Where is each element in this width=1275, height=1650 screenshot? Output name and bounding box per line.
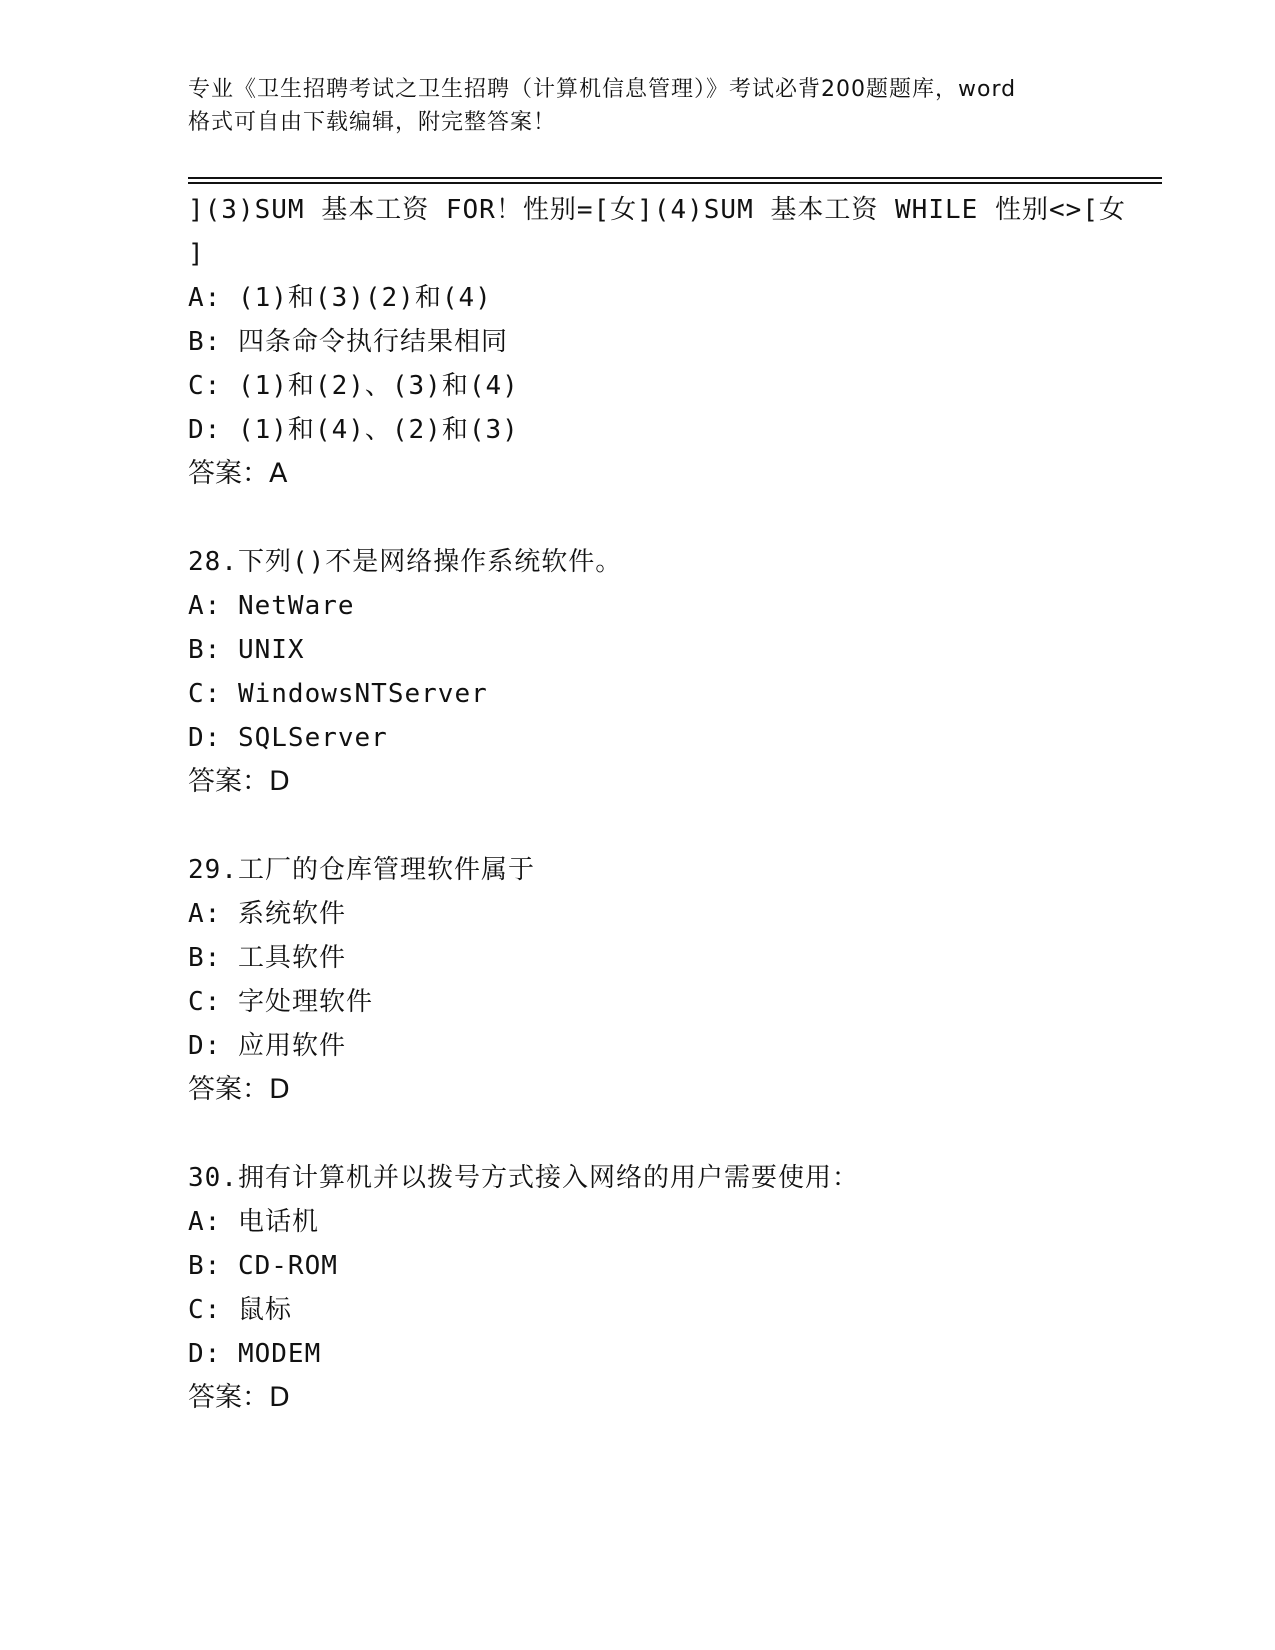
document-header (188, 73, 1088, 139)
question-28-option-b: B: UNIX (188, 635, 305, 665)
question-27-stem-line-1: ](3)SUM 基本工资 FOR！性别=[女](4)SUM 基本工资 WHILE 性别<>[女 (188, 195, 1126, 225)
header-line-2: 格式可自由下载编辑，附完整答案！ (188, 110, 557, 135)
question-29-answer: 答案：D (188, 1074, 290, 1105)
question-29-option-d: D: 应用软件 (188, 1031, 346, 1061)
header-line-1: 专业《卫生招聘考试之卫生招聘（计算机信息管理）》考试必背200题题库，word (188, 77, 1017, 102)
question-28-option-a: A: NetWare (188, 591, 355, 621)
question-30-option-a: A: 电话机 (188, 1207, 319, 1237)
question-30-option-b: B: CD-ROM (188, 1251, 338, 1281)
question-30-stem: 30.拥有计算机并以拨号方式接入网络的用户需要使用： (188, 1163, 859, 1193)
question-27-answer: 答案：A (188, 458, 288, 489)
question-27-option-a: A: (1)和(3)(2)和(4) (188, 283, 492, 313)
question-29-option-c: C: 字处理软件 (188, 987, 373, 1017)
question-30-option-c: C: 鼠标 (188, 1295, 292, 1325)
question-27-option-b: B: 四条命令执行结果相同 (188, 327, 508, 357)
question-28-option-d: D: SQLServer (188, 723, 388, 753)
question-28-option-c: C: WindowsNTServer (188, 679, 488, 709)
header-divider-top (188, 177, 1162, 179)
question-27-option-d: D: (1)和(4)、(2)和(3) (188, 415, 519, 445)
header-divider-bottom (188, 182, 1162, 184)
question-29-option-b: B: 工具软件 (188, 943, 346, 973)
question-27-option-c: C: (1)和(2)、(3)和(4) (188, 371, 519, 401)
question-28-answer: 答案：D (188, 766, 290, 797)
question-27-stem-line-2: ] (188, 239, 205, 269)
question-29-option-a: A: 系统软件 (188, 899, 346, 929)
question-30-answer: 答案：D (188, 1382, 290, 1413)
question-28-stem: 28.下列()不是网络操作系统软件。 (188, 547, 623, 577)
question-29-stem: 29.工厂的仓库管理软件属于 (188, 855, 535, 885)
question-30-option-d: D: MODEM (188, 1339, 322, 1369)
